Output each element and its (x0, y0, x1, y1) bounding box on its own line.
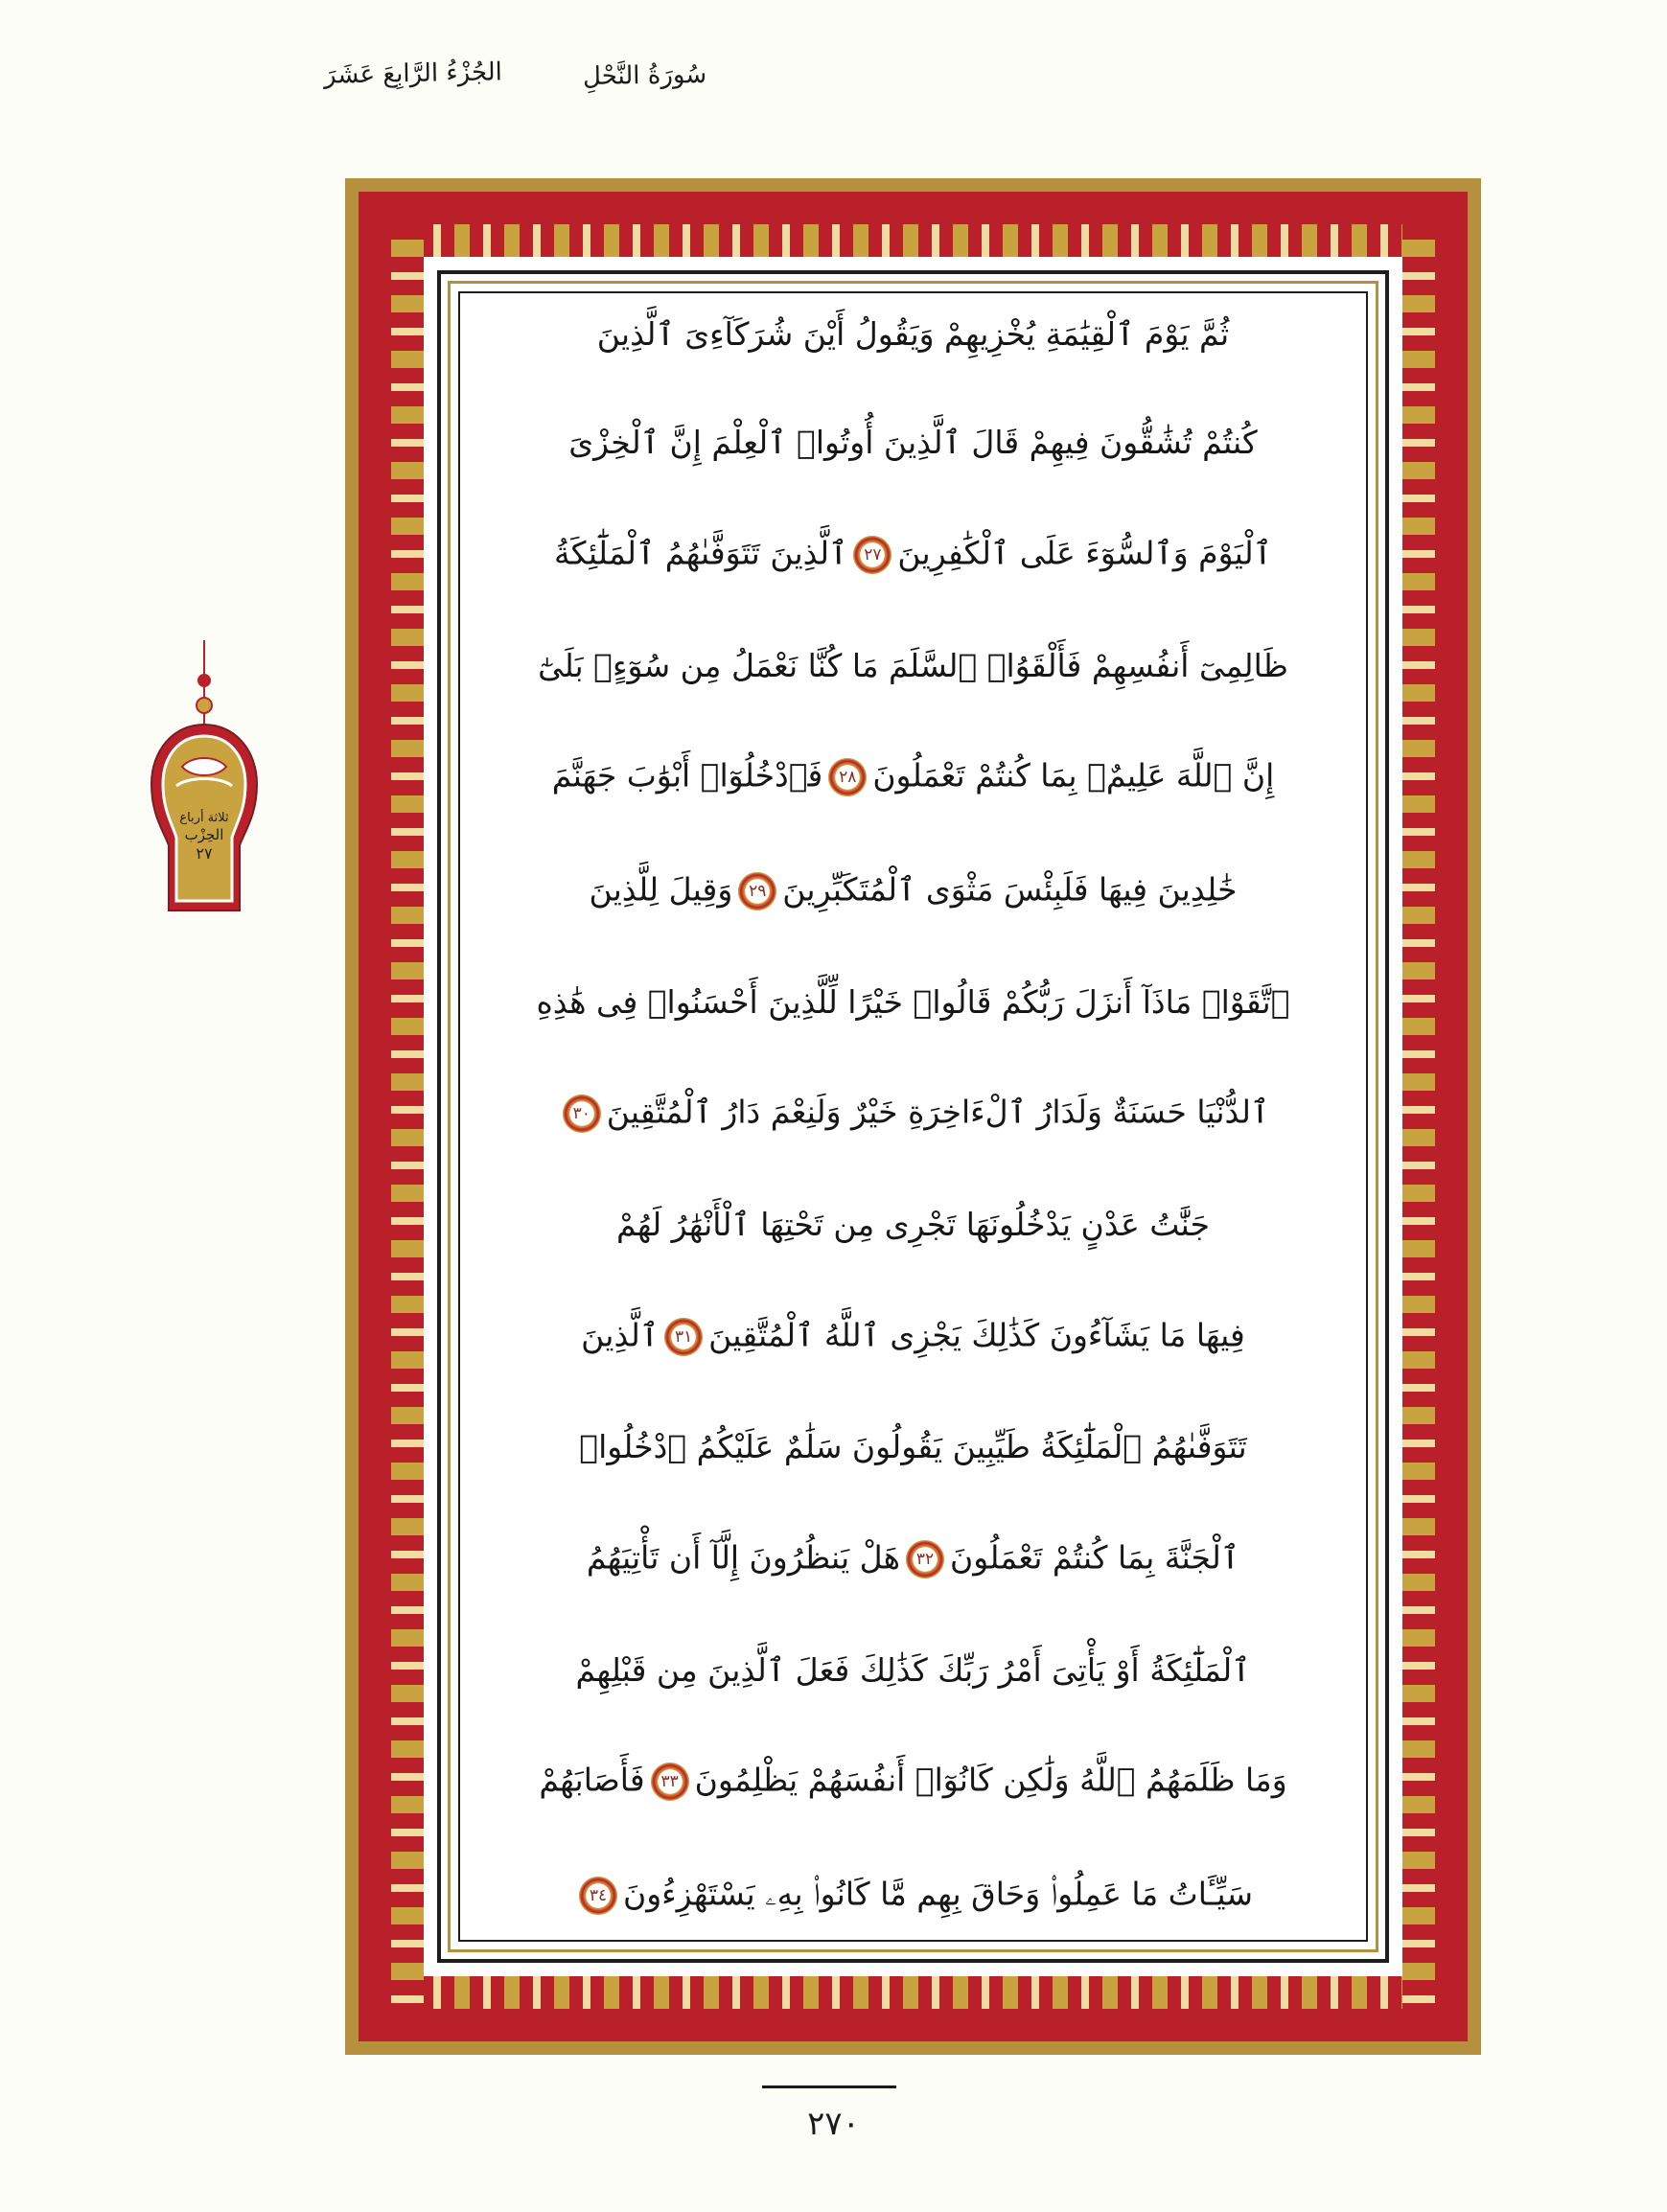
quran-line-text-continued: وَقِيلَ لِلَّذِينَ (589, 870, 733, 909)
quran-line-text: خَٰلِدِينَ فِيهَا فَلَبِئْسَ مَثْوَى ٱلْمُتَكَبِّرِينَ (782, 870, 1238, 909)
aya-number-badge: ٣٠ (563, 1094, 601, 1133)
quran-line (489, 1206, 1337, 1244)
quran-line-text: ٱلْجَنَّةَ بِمَا كُنتُمْ تَعْمَلُونَ (950, 1538, 1240, 1577)
quran-line (489, 426, 1337, 460)
frame-band-bottom (391, 1976, 1435, 2009)
quran-line (489, 872, 1337, 910)
quran-line-text: ٱتَّقَوْا۟ مَاذَآ أَنزَلَ رَبُّكُمْ قَالُوا۟ خَيْرًا لِّلَّذِينَ أَحْسَنُوا۟ فِى هَٰذِهِ (536, 982, 1290, 1021)
quran-line-text-continued: هَلْ يَنظُرُونَ إِلَّآ أَن تَأْتِيَهُمُ (586, 1538, 901, 1577)
quran-line (489, 1428, 1337, 1466)
quran-line (489, 536, 1337, 574)
page-frame (345, 178, 1481, 2055)
quran-line (489, 1540, 1337, 1578)
juz-label: الجُزْءُ الرَّابِعَ عَشَرَ (323, 58, 503, 90)
quran-line-text-continued: فَأَصَابَهُمْ (539, 1761, 645, 1799)
surah-label: سُورَةُ النَّحْلِ (582, 59, 707, 92)
page-number: ٢٧٠ (807, 2105, 860, 2143)
quran-line-text: وَمَا ظَلَمَهُمُ ٱللَّهُ وَلَٰكِن كَانُوٓا۟ أَنفُسَهُمْ يَظْلِمُونَ (694, 1761, 1287, 1799)
page-header (0, 59, 1667, 117)
frame-inner-black (437, 270, 1389, 1963)
quran-line (489, 315, 1337, 353)
hizb-label-line1: ثلاثة أرباع (179, 811, 229, 825)
frame-red-border (359, 192, 1468, 2041)
quran-line (489, 1650, 1337, 1689)
quran-line-text: تَتَوَفَّىٰهُمُ ٱلْمَلَٰٓئِكَةُ طَيِّبِينَ يَقُولُونَ سَلَٰمٌ عَلَيْكُمُ ٱدْخُلُوا۟ (579, 1428, 1247, 1466)
frame-band-right (1402, 224, 1435, 2009)
quran-line-text-continued: ٱلَّذِينَ (581, 1316, 660, 1354)
aya-number-badge: ٣٣ (651, 1763, 689, 1801)
quran-line-text: ٱلْمَلَٰٓئِكَةُ أَوْ يَأْتِىَ أَمْرُ رَبِّكَ كَذَٰلِكَ فَعَلَ ٱلَّذِينَ مِن قَبْلِهِمْ (575, 1650, 1251, 1689)
hizb-marker (144, 633, 265, 920)
aya-number-badge: ٣٤ (579, 1877, 617, 1915)
frame-inner-gold (448, 281, 1378, 1952)
hizb-medallion-icon (144, 633, 265, 920)
aya-number-badge: ٢٧ (853, 536, 891, 574)
quran-line-text: إِنَّ ٱللَّهَ عَلِيمٌۢ بِمَا كُنتُمْ تَعْمَلُونَ (872, 756, 1275, 795)
quran-line (489, 1318, 1337, 1356)
quran-line-text-continued: ٱلَّذِينَ تَتَوَفَّىٰهُمُ ٱلْمَلَٰٓئِكَةُ (554, 534, 848, 572)
quran-line (489, 646, 1337, 684)
aya-number-badge: ٣٢ (906, 1540, 944, 1578)
quran-line (489, 1763, 1337, 1801)
page-number-rule (762, 2085, 896, 2088)
quran-line-text: سَيِّـَٔاتُ مَا عَمِلُوا۟ وَحَاقَ بِهِم مَّا كَانُوا۟ بِهِۦ يَسْتَهْزِءُونَ (622, 1875, 1254, 1913)
quran-line-text: فِيهَا مَا يَشَآءُونَ كَذَٰلِكَ يَجْزِى ٱللَّهُ ٱلْمُتَّقِينَ (708, 1316, 1245, 1354)
quran-line-text: ٱلْيَوْمَ وَٱلسُّوٓءَ عَلَى ٱلْكَٰفِرِينَ (897, 534, 1272, 572)
quran-line-text-continued: فَٱدْخُلُوٓا۟ أَبْوَٰبَ جَهَنَّمَ (551, 756, 823, 795)
frame-inner-thin (458, 291, 1368, 1942)
quran-line (489, 758, 1337, 796)
quran-line-text: ٱلدُّنْيَا حَسَنَةٌ وَلَدَارُ ٱلْءَاخِرَةِ خَيْرٌ وَلَنِعْمَ دَارُ ٱلْمُتَّقِينَ (606, 1093, 1270, 1131)
quran-line (489, 1094, 1337, 1133)
hizb-label-line2: الحِزْب (184, 826, 224, 844)
aya-number-badge: ٢٨ (828, 758, 867, 796)
aya-number-badge: ٣١ (664, 1318, 703, 1356)
frame-band-top (391, 224, 1435, 257)
quran-line-text: كُنتُمْ تُشَٰقُّونَ فِيهِمْ قَالَ ٱلَّذِينَ أُوتُوا۟ ٱلْعِلْمَ إِنَّ ٱلْخِزْىَ (568, 424, 1258, 462)
quran-line-text: ظَالِمِىٓ أَنفُسِهِمْ فَأَلْقَوُا۟ ٱلسَّلَمَ مَا كُنَّا نَعْمَلُ مِن سُوٓءٍۭ بَلَىٰٓ (538, 646, 1288, 684)
quran-text-body (489, 315, 1337, 1915)
quran-line-text: جَنَّٰتُ عَدْنٍ يَدْخُلُونَهَا تَجْرِى مِن تَحْتِهَا ٱلْأَنْهَٰرُ لَهُمْ (615, 1206, 1211, 1244)
hizb-label (144, 811, 265, 864)
quran-line (489, 1877, 1337, 1915)
quran-line-text: ثُمَّ يَوْمَ ٱلْقِيَٰمَةِ يُخْزِيهِمْ وَيَقُولُ أَيْنَ شُرَكَآءِىَ ٱلَّذِينَ (596, 315, 1230, 353)
quran-line (489, 982, 1337, 1021)
aya-number-badge: ٢٩ (738, 872, 776, 910)
hizb-label-line3: ٢٧ (196, 844, 213, 863)
frame-band-left (391, 224, 424, 2009)
